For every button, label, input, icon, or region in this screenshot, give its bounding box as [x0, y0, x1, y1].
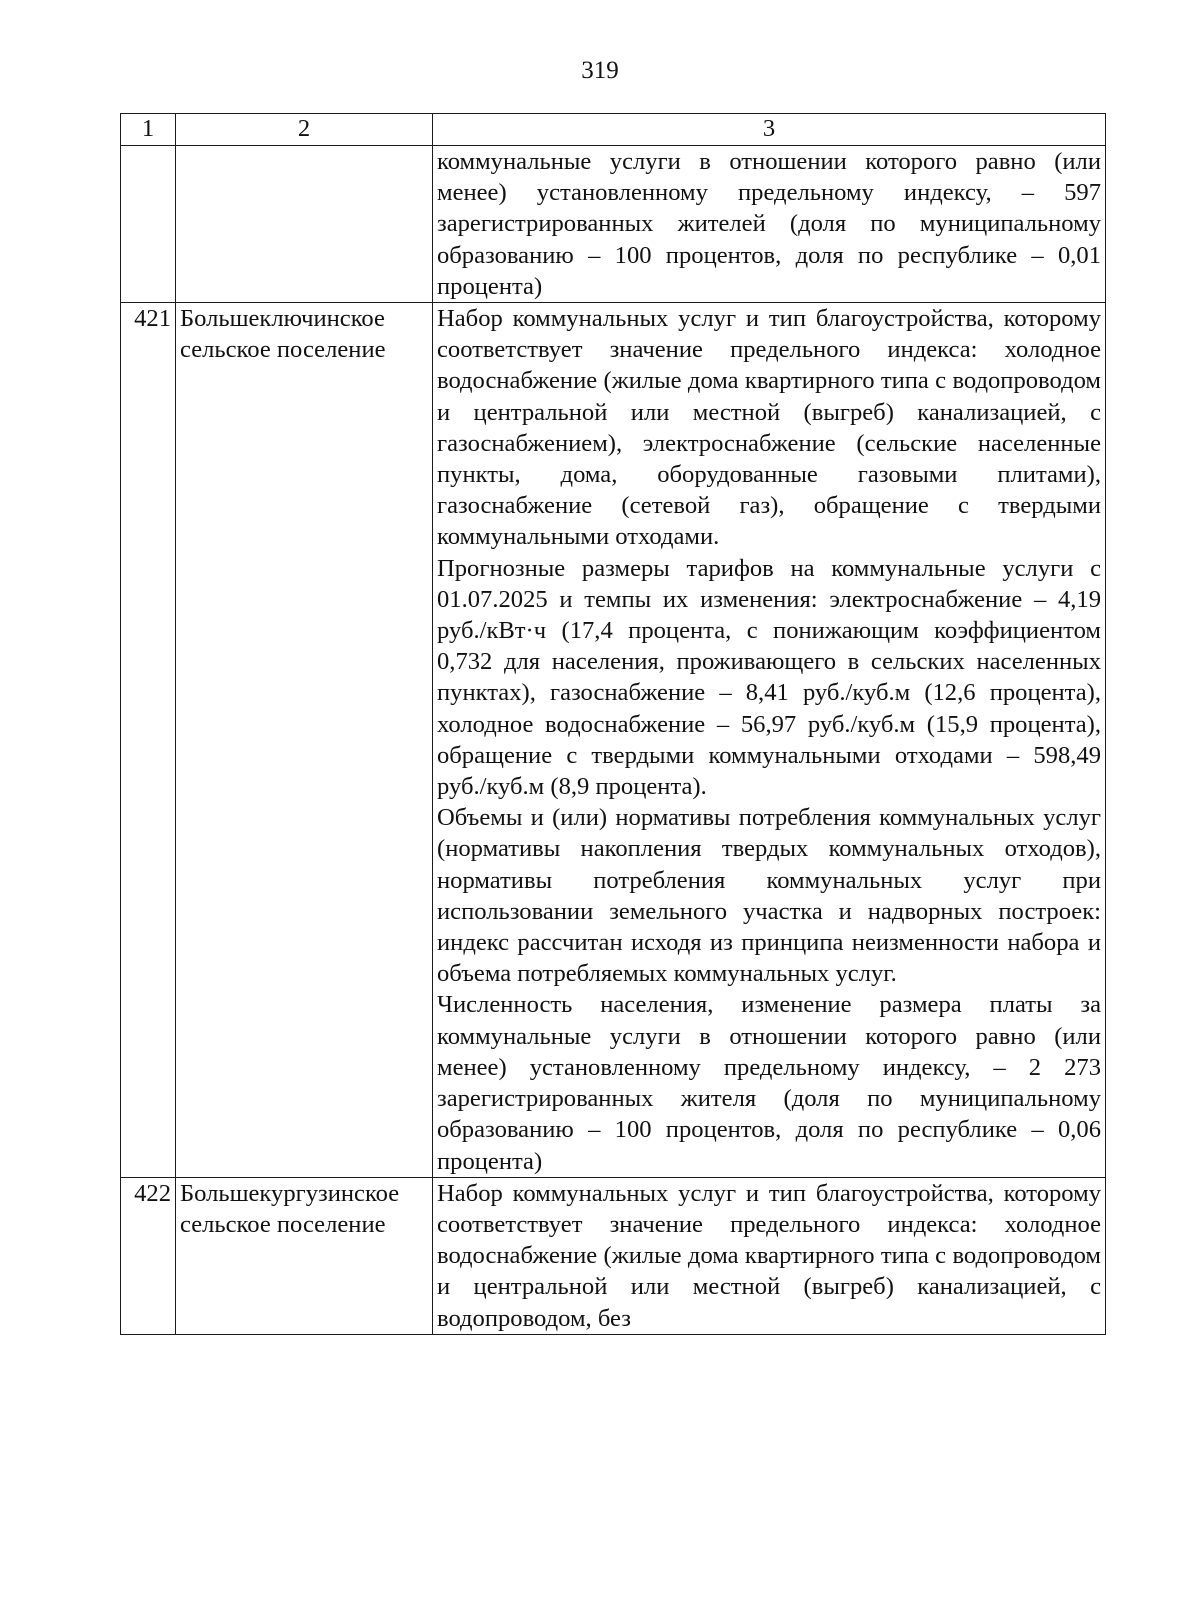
paragraph: Объемы и (или) нормативы потребления коммунальных услуг (нормативы накопления твердых коммунальных отходов), нормативы потребления коммунальных услуг при использовании земельного участка и надворных построек: индекс рассчитан исходя из принципа неизменности набора и объема потребляемых коммунальных услуг. — [437, 804, 1101, 988]
municipality-name: Большекургузинское сельское поселение — [176, 1177, 433, 1334]
paragraph: Набор коммунальных услуг и тип благоустройства, которому соответствует значение предельного индекса: холодное водоснабжение (жилые дома квартирного типа с водопроводом и центральной или местной (выгреб) канализацией, с газоснабжением), электроснабжение (сельские населенные пункты, дома, оборудованные газовыми плитами), газоснабжение (сетевой газ), обращение с твердыми коммунальными отходами. — [437, 305, 1101, 551]
table-header-row — [121, 114, 1106, 146]
municipality-name — [176, 146, 433, 303]
tariff-table — [120, 113, 1106, 1335]
page-number: 319 — [581, 57, 619, 84]
header-cell-2: 2 — [176, 114, 433, 146]
description-cell — [433, 303, 1106, 1178]
paragraph: Набор коммунальных услуг и тип благоустройства, которому соответствует значение предельного индекса: холодное водоснабжение (жилые дома квартирного типа с водопроводом и центральной или местной (выгреб) канализацией, с водопроводом, без — [437, 1179, 1101, 1332]
paragraph: Численность населения, изменение размера платы за коммунальные услуги в отношении которого равно (или менее) установленному предельному индексу, – 2 273 зарегистрированных жителя (доля по муниципальному образованию – 100 процентов, доля по республике – 0,06 процента) — [437, 991, 1101, 1175]
description-cell — [433, 1177, 1106, 1334]
row-number — [121, 146, 176, 303]
table-row — [121, 303, 1106, 1178]
header-cell-1: 1 — [121, 114, 176, 146]
row-number: 422 — [121, 1177, 176, 1334]
table-row — [121, 146, 1106, 303]
municipality-name: Большеключинское сельское поселение — [176, 303, 433, 1178]
row-number: 421 — [121, 303, 176, 1178]
paragraph: Прогнозные размеры тарифов на коммунальные услуги с 01.07.2025 и темпы их изменения: электроснабжение – 4,19 руб./кВт·ч (17,4 процента, с понижающим коэффициентом 0,732 для населения, проживающего в сельских населенных пунктах), газоснабжение – 8,41 руб./куб.м (12,6 процента), холодное водоснабжение – 56,97 руб./куб.м (15,9 процента), обращение с твердыми коммунальными отходами – 598,49 руб./куб.м (8,9 процента). — [437, 554, 1101, 801]
paragraph: коммунальные услуги в отношении которого равно (или менее) установленному предельному индексу, – 597 зарегистрированных жителей (доля по муниципальному образованию – 100 процентов, доля по республике – 0,01 процента) — [437, 148, 1101, 300]
table-row — [121, 1177, 1106, 1334]
description-cell — [433, 146, 1106, 303]
header-cell-3: 3 — [433, 114, 1106, 146]
